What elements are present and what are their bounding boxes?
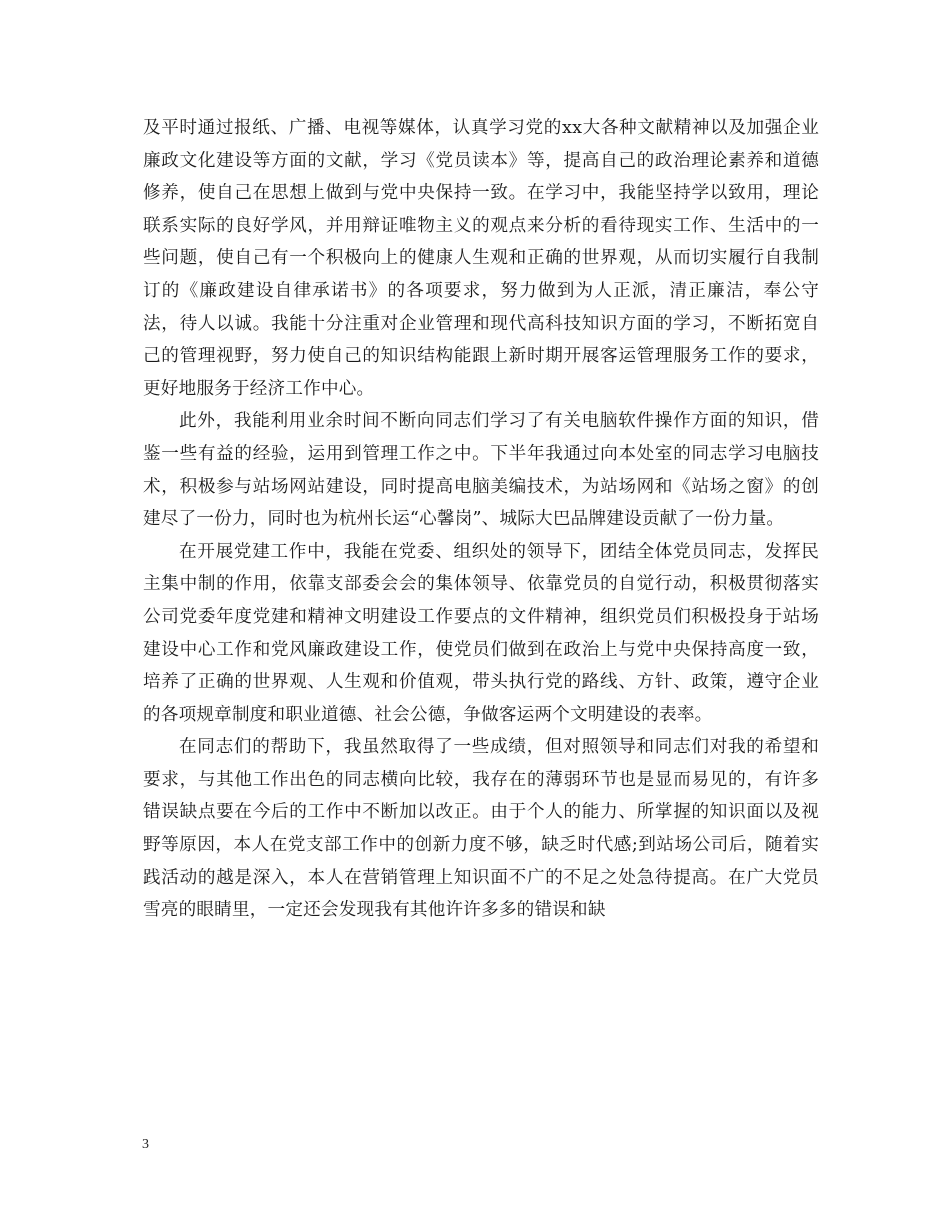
paragraph: 在同志们的帮助下，我虽然取得了一些成绩，但对照领导和同志们对我的希望和要求，与其他工作出色的同志横向比较，我存在的薄弱环节也是显而易见的，有许多错误缺点要在今后的工作中不断加以改正。由于个人的能力、所掌握的知识面以及视野等原因，本人在党支部工作中的创新力度不够，缺乏时代感;到站场公司后，随着实践活动的越是深入，本人在营销管理上知识面不广的不足之处急待提高。在广大党员雪亮的眼睛里，一定还会发现我有其他许许多多的错误和缺	[143, 737, 819, 921]
paragraph: 此外，我能利用业余时间不断向同志们学习了有关电脑软件操作方面的知识，借鉴一些有益的经验，运用到管理工作之中。下半年我通过向本处室的同志学习电脑技术，积极参与站场网站建设，同时提高电脑美编技术，为站场网和《站场之窗》的创建尽了一份力，同时也为杭州长运“心馨岗”、城际大巴品牌建设贡献了一份力量。	[143, 411, 819, 530]
paragraph: 及平时通过报纸、广播、电视等媒体，认真学习党的xx大各种文献精神以及加强企业廉政文化建设等方面的文献，学习《党员读本》等，提高自己的政治理论素养和道德修养，使自己在思想上做到与党中央保持一致。在学习中，我能坚持学以致用，理论联系实际的良好学风，并用辩证唯物主义的观点来分析的看待现实工作、生活中的一些问题，使自己有一个积极向上的健康人生观和正确的世界观，从而切实履行自我制订的《廉政建设自律承诺书》的各项要求，努力做到为人正派，清正廉洁，奉公守法，待人以诚。我能十分注重对企业管理和现代高科技知识方面的学习，不断拓宽自己的管理视野，努力使自己的知识结构能跟上新时期开展客运管理服务工作的要求，更好地服务于经济工作中心。	[143, 118, 819, 399]
body-text	[143, 112, 819, 927]
paragraph: 在开展党建工作中，我能在党委、组织处的领导下，团结全体党员同志，发挥民主集中制的作用，依靠支部委会会的集体领导、依靠党员的自觉行动，积极贯彻落实公司党委年度党建和精神文明建设工作要点的文件精神，组织党员们积极投身于站场建设中心工作和党风廉政建设工作，使党员们做到在政治上与党中央保持高度一致，培养了正确的世界观、人生观和价值观，带头执行党的路线、方针、政策，遵守企业的各项规章制度和职业道德、社会公德，争做客运两个文明建设的表率。	[143, 541, 819, 725]
page-number: 3	[142, 1137, 149, 1152]
